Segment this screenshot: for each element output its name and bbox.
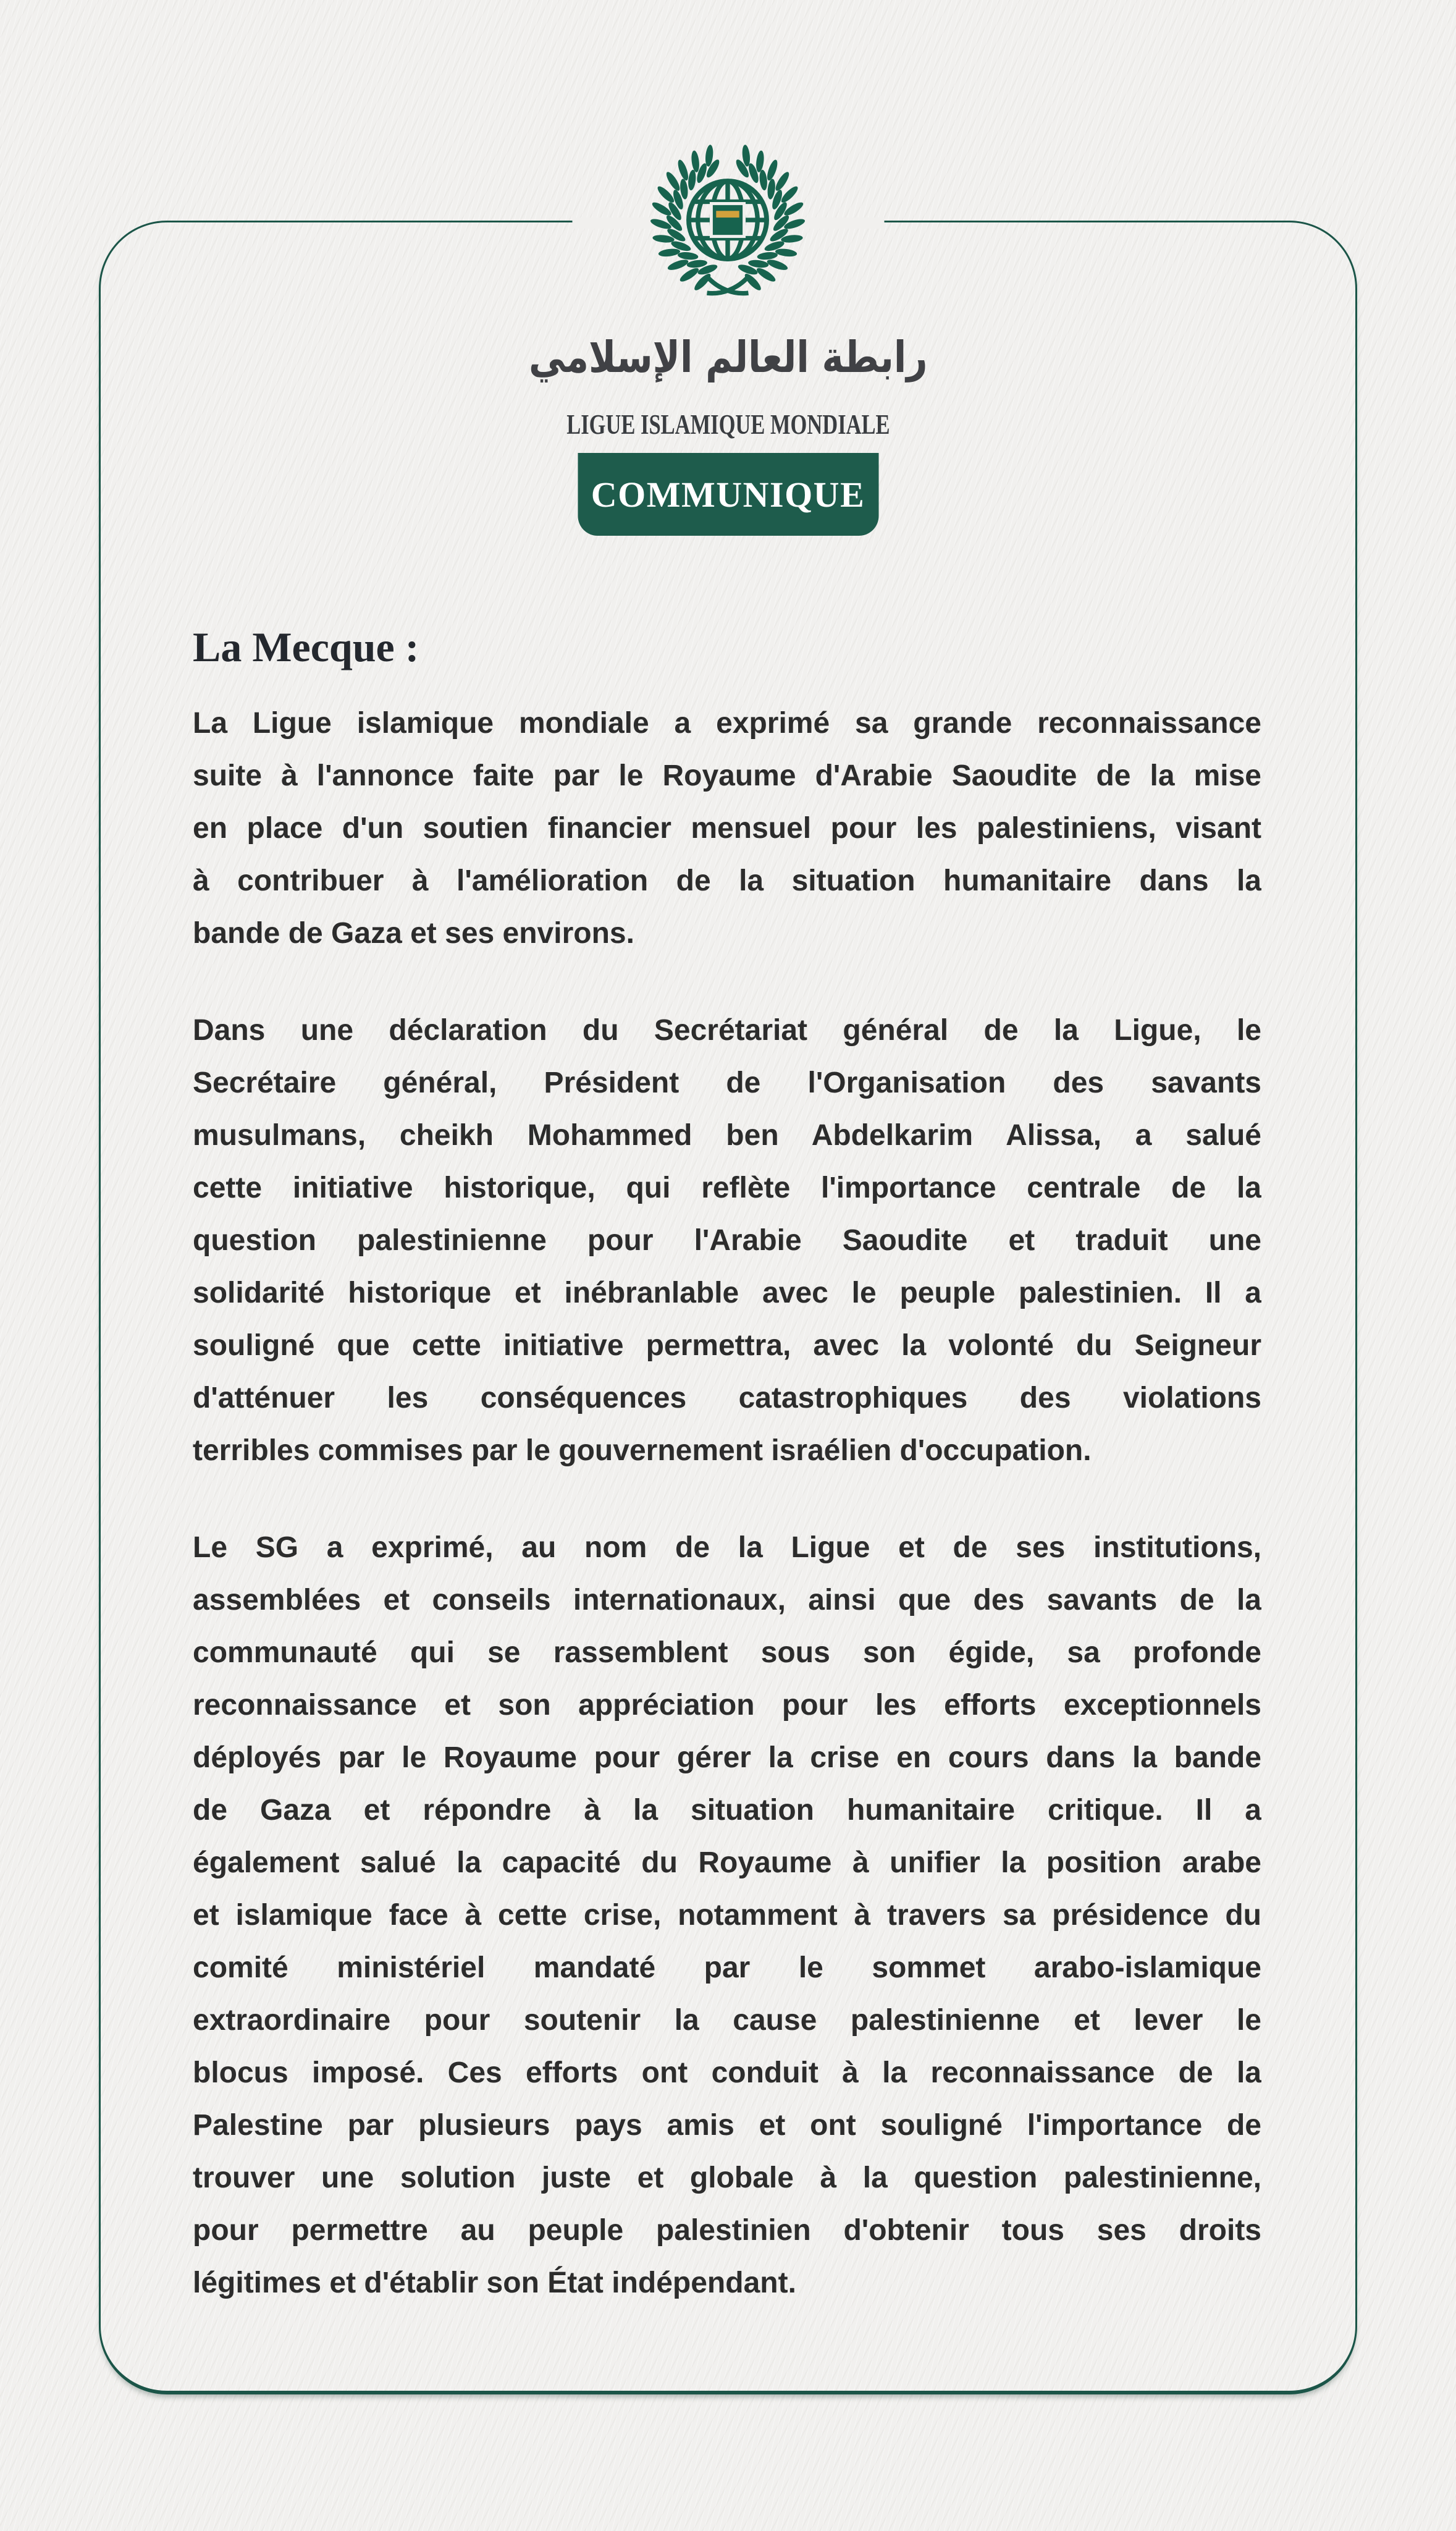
paragraph-2 — [193, 1004, 1261, 1477]
communique-banner — [578, 453, 878, 536]
text-line: souligné que cette initiative permettra, avec la volonté du Seigneur — [193, 1329, 1261, 1362]
text-line: reconnaissance et son appréciation pour les efforts exceptionnels — [193, 1689, 1261, 1722]
text-line: extraordinaire pour soutenir la cause palestinienne et lever le — [193, 2004, 1261, 2037]
text-line: assemblées et conseils internationaux, ainsi que des savants de la — [193, 1584, 1261, 1616]
text-line: en place d'un soutien financier mensuel pour les palestiniens, visant — [193, 812, 1261, 845]
text-line: question palestinienne pour l'Arabie Saoudite et traduit une — [193, 1224, 1261, 1257]
dateline-heading: La Mecque : — [193, 623, 419, 670]
text-line: de Gaza et répondre à la situation humanitaire critique. Il a — [193, 1794, 1261, 1827]
text-line: solidarité historique et inébranlable avec le peuple palestinien. Il a — [193, 1277, 1261, 1309]
text-line: La Ligue islamique mondiale a exprimé sa grande reconnaissance — [193, 707, 1261, 740]
text-line: et islamique face à cette crise, notamment à travers sa présidence du — [193, 1899, 1261, 1932]
text-line: Dans une déclaration du Secrétariat général de la Ligue, le — [193, 1014, 1261, 1047]
org-name — [0, 408, 1456, 441]
text-line: Secrétaire général, Président de l'Organisation des savants — [193, 1067, 1261, 1099]
kaaba-icon — [711, 203, 744, 236]
text-line: Le SG a exprimé, au nom de la Ligue et de ses institutions, — [193, 1531, 1261, 1564]
text-line: pour permettre au peuple palestinien d'obtenir tous ses droits — [193, 2214, 1261, 2247]
communique-banner-label: COMMUNIQUE — [591, 474, 865, 515]
paragraph-3 — [193, 1521, 1261, 2309]
arabic-calligraphy-text: رابطة العالم الإسلامي — [528, 332, 928, 382]
text-line: également salué la capacité du Royaume à unifier la position arabe — [193, 1846, 1261, 1879]
kaaba-gold-band — [716, 211, 739, 218]
text-line: bande de Gaza et ses environs. — [193, 917, 634, 950]
org-name-text: LIGUE ISLAMIQUE MONDIALE — [566, 408, 890, 440]
text-line: communauté qui se rassemblent sous son égide, sa profonde — [193, 1636, 1261, 1669]
text-line: cette initiative historique, qui reflète l'importance centrale de la — [193, 1172, 1261, 1204]
text-line: comité ministériel mandaté par le sommet arabo-islamique — [193, 1951, 1261, 1984]
text-line: musulmans, cheikh Mohammed ben Abdelkarim Alissa, a salué — [193, 1119, 1261, 1152]
text-line: d'atténuer les conséquences catastrophiques des violations — [193, 1382, 1261, 1414]
arabic-calligraphy — [0, 308, 1456, 407]
body-text — [193, 697, 1261, 2309]
text-line: blocus imposé. Ces efforts ont conduit à la reconnaissance de la — [193, 2056, 1261, 2089]
text-line: Palestine par plusieurs pays amis et ont souligné l'importance de — [193, 2109, 1261, 2142]
text-line: trouver une solution juste et globale à la question palestinienne, — [193, 2161, 1261, 2194]
text-line: à contribuer à l'amélioration de la situation humanitaire dans la — [193, 864, 1261, 897]
text-line: terribles commises par le gouvernement israélien d'occupation. — [193, 1434, 1092, 1467]
laurel-wreath-globe-icon — [649, 142, 807, 300]
paragraph-1 — [193, 697, 1261, 960]
text-line: déployés par le Royaume pour gérer la crise en cours dans la bande — [193, 1741, 1261, 1774]
text-line: suite à l'annonce faite par le Royaume d'Arabie Saoudite de la mise — [193, 759, 1261, 792]
text-line: légitimes et d'établir son État indépendant. — [193, 2267, 796, 2299]
